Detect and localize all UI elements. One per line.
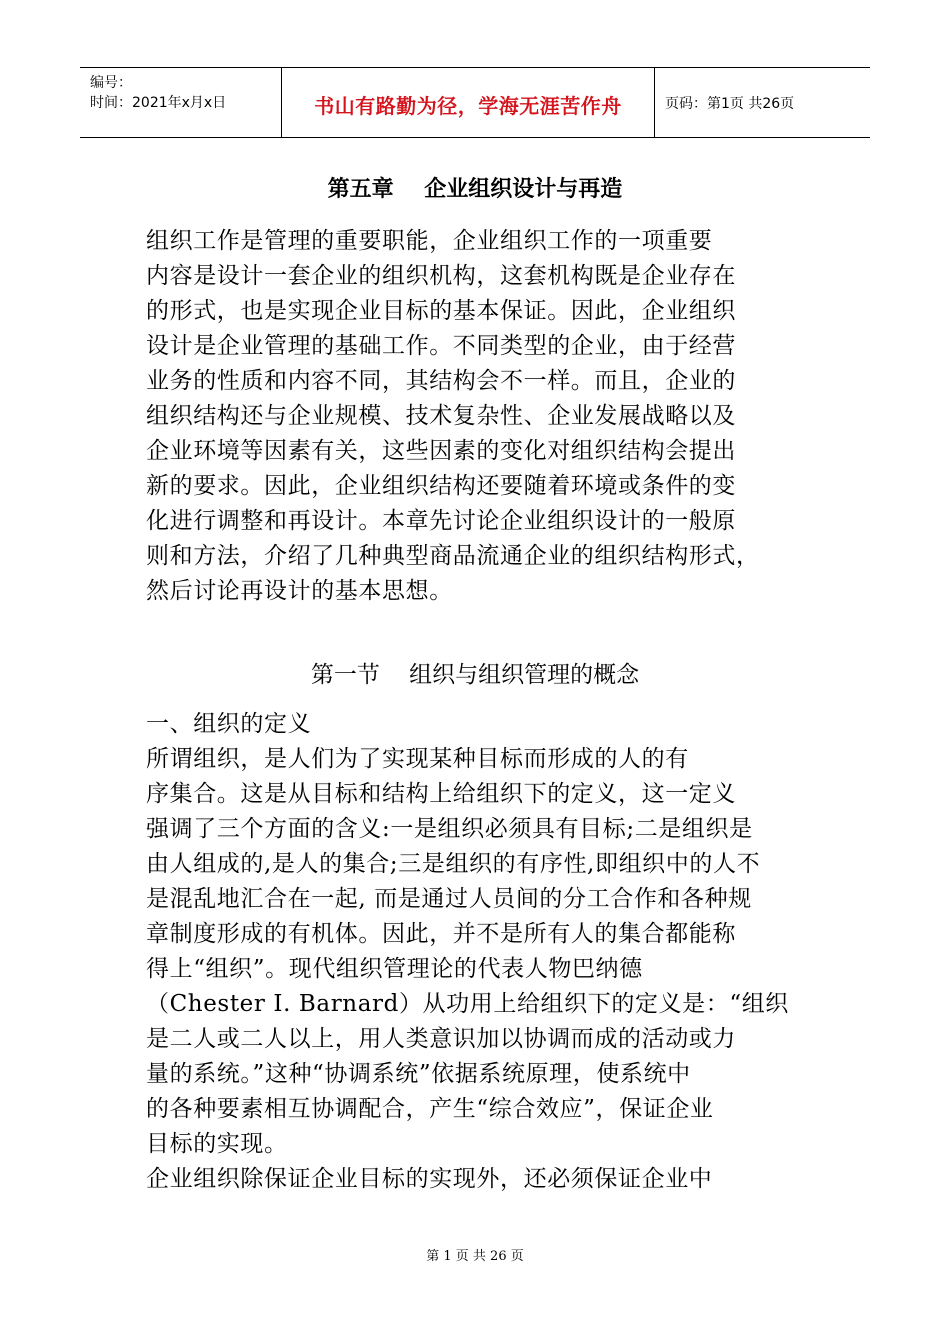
header-left-cell — [80, 68, 282, 137]
definition-line: 的各种要素相互协调配合，产生“综合效应”，保证企业 — [146, 1096, 714, 1122]
definition-line: 序集合。这是从目标和结构上给组织下的定义，这一定义 — [146, 781, 736, 807]
definition-line: 目标的实现。 — [146, 1131, 288, 1157]
definition-line: 得上“组织”。现代组织管理论的代表人物巴纳德 — [146, 956, 643, 982]
time-label: 时间：2021年x月x日 — [90, 95, 227, 111]
definition-line: （Chester I. Barnard）从功用上给组织下的定义是：“组织 — [146, 991, 789, 1017]
definition-line: 是混乱地汇合在一起, 而是通过人员间的分工合作和各种规 — [146, 886, 752, 912]
intro-line: 的形式，也是实现企业目标的基本保证。因此，企业组织 — [146, 298, 736, 324]
intro-line: 然后讨论再设计的基本思想。 — [146, 578, 453, 604]
definition-line: 所谓组织，是人们为了实现某种目标而形成的人的有 — [146, 746, 689, 772]
intro-line: 企业环境等因素有关，这些因素的变化对组织结构会提出 — [146, 438, 736, 464]
header-middle-cell — [282, 68, 655, 137]
chapter-title: 第五章 企业组织设计与再造 — [327, 177, 623, 202]
header-right-cell — [655, 68, 870, 137]
intro-line: 新的要求。因此，企业组织结构还要随着环境或条件的变 — [146, 473, 736, 499]
definition-line: 由人组成的,是人的集合;三是组织的有序性,即组织中的人不 — [146, 851, 761, 877]
number-label: 编号： — [90, 75, 132, 91]
motto-text: 书山有路勤为径，学海无涯苦作舟 — [314, 94, 622, 118]
page-info: 页码：第1页 共26页 — [665, 96, 795, 112]
page-footer: 第 1 页 共 26 页 — [426, 1249, 524, 1264]
intro-line: 则和方法，介绍了几种典型商品流通企业的组织结构形式， — [146, 543, 760, 569]
definition-line: 强调了三个方面的含义:一是组织必须具有目标;二是组织是 — [146, 816, 753, 842]
definition-line: 量的系统。”这种“协调系统”依据系统原理，使系统中 — [146, 1061, 691, 1087]
intro-line: 化进行调整和再设计。本章先讨论企业组织设计的一般原 — [146, 508, 736, 534]
definition-line: 企业组织除保证企业目标的实现外，还必须保证企业中 — [146, 1166, 713, 1192]
intro-line: 组织工作是管理的重要职能，企业组织工作的一项重要 — [146, 228, 713, 254]
intro-line: 组织结构还与企业规模、技术复杂性、企业发展战略以及 — [146, 403, 736, 429]
definition-line: 章制度形成的有机体。因此，并不是所有人的集合都能称 — [146, 921, 736, 947]
intro-line: 内容是设计一套企业的组织机构，这套机构既是企业存在 — [146, 263, 736, 289]
section-title: 第一节 组织与组织管理的概念 — [310, 662, 640, 688]
definition-line: 是二人或二人以上，用人类意识加以协调而成的活动或力 — [146, 1026, 736, 1052]
subsection-title: 一、组织的定义 — [146, 711, 312, 737]
intro-line: 业务的性质和内容不同，其结构会不一样。而且，企业的 — [146, 368, 736, 394]
intro-line: 设计是企业管理的基础工作。不同类型的企业，由于经营 — [146, 333, 736, 359]
header-table — [80, 67, 870, 138]
